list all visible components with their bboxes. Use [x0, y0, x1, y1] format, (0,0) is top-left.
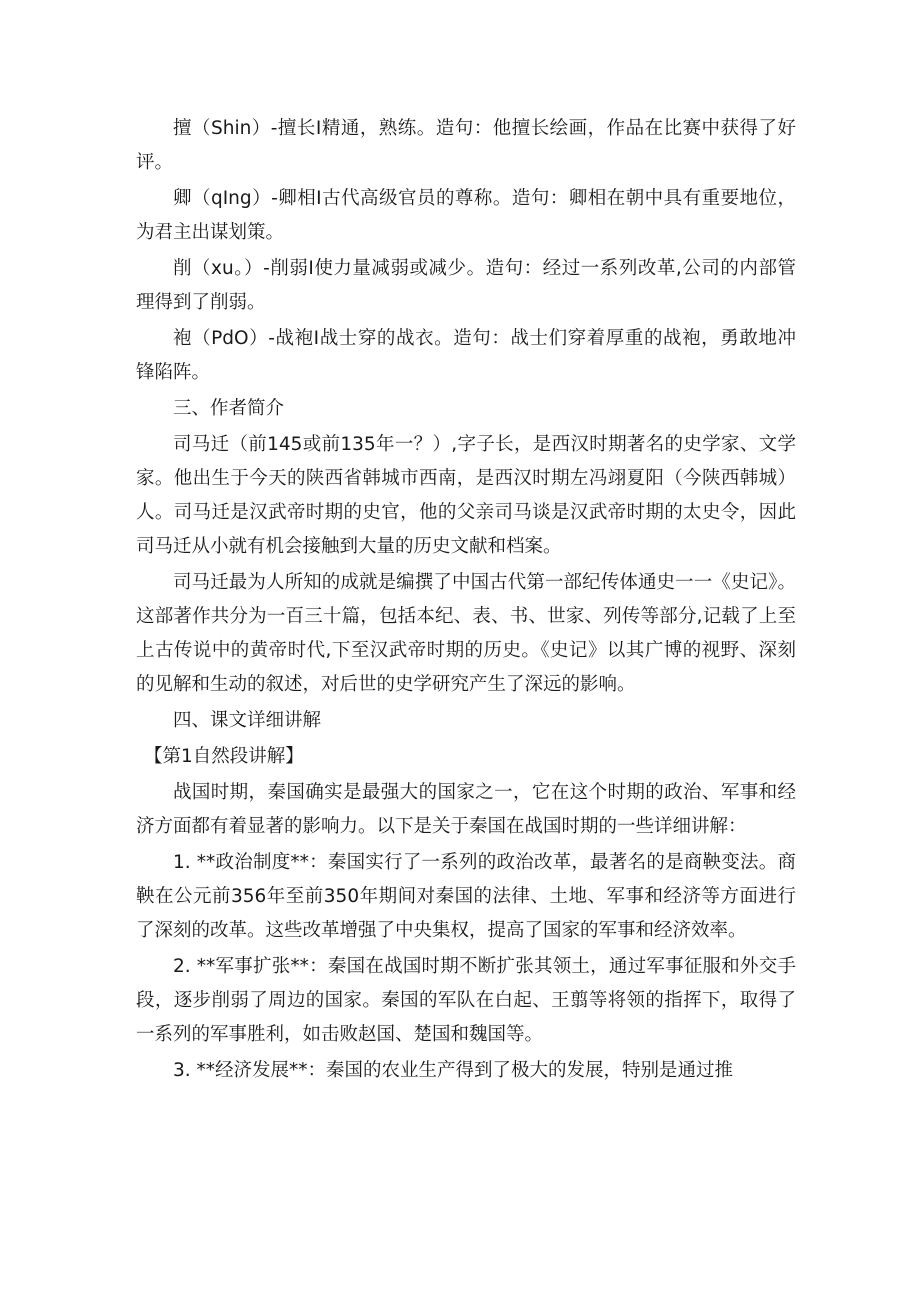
explanation-intro: 战国时期，秦国确实是最强大的国家之一，它在这个时期的政治、军事和经济方面都有着显著的影响力。以下是关于秦国在战国时期的一些详细讲解：: [136, 782, 796, 837]
explanation-item: 1. **政治制度**：秦国实行了一系列的政治改革，最著名的是商鞅变法。商鞅在公元前356年至前350年期间对秦国的法律、土地、军事和经济等方面进行了深刻的改革。这些改革增强了中央集权，提高了国家的军事和经济效率。: [136, 852, 796, 941]
explanation-item: 2. **军事扩张**：秦国在战国时期不断扩张其领土，通过军事征服和外交手段，逐步削弱了周边的国家。秦国的军队在白起、王翦等将领的指挥下，取得了一系列的军事胜利，如击败赵国、楚国和魏国等。: [136, 956, 796, 1045]
author-paragraph: 司马迁（前145或前135年一？）,字子长，是西汉时期著名的史学家、文学家。他出生于今天的陕西省韩城市西南，是西汉时期左冯翊夏阳（今陕西韩城）人。司马迁是汉武帝时期的史官，他的父亲司马谈是汉武帝时期的太史令，因此司马迁从小就有机会接触到大量的历史文献和档案。: [136, 434, 796, 557]
section-heading-author: 三、作者简介: [173, 398, 285, 419]
paragraph-sub-heading: 【第1自然段讲解】: [144, 746, 304, 767]
author-paragraph: 司马迁最为人所知的成就是编撰了中国古代第一部纪传体通史一一《史记》。这部著作共分为一百三十篇，包括本纪、表、书、世家、列传等部分,记载了上至上古传说中的黄帝时代,下至汉武帝时期的历史。《史记》以其广博的视野、深刻的见解和生动的叙述，对后世的史学研究产生了深远的影响。: [136, 572, 796, 695]
section-heading-explanation: 四、课文详细讲解: [173, 710, 322, 731]
vocab-entry-pao: 袍（PdO）-战袍Ⅰ战士穿的战衣。造句：战士们穿着厚重的战袍，勇敢地冲锋陷阵。: [136, 328, 796, 383]
vocab-entry-shan: 擅（Shin）-擅长Ⅰ精通，熟练。造句：他擅长绘画，作品在比赛中获得了好评。: [136, 118, 796, 173]
explanation-item: 3. **经济发展**：秦国的农业生产得到了极大的发展，特别是通过推: [173, 1060, 734, 1081]
vocab-entry-qing: 卿（qIng）-卿相Ⅰ古代高级官员的尊称。造句：卿相在朝中具有重要地位，为君主出谋划策。: [136, 188, 796, 243]
document-body: [136, 112, 796, 1090]
vocab-entry-xue: 削（xu。）-削弱Ⅰ使力量减弱或减少。造句：经过一系列改革,公司的内部管理得到了削弱。: [136, 258, 796, 313]
